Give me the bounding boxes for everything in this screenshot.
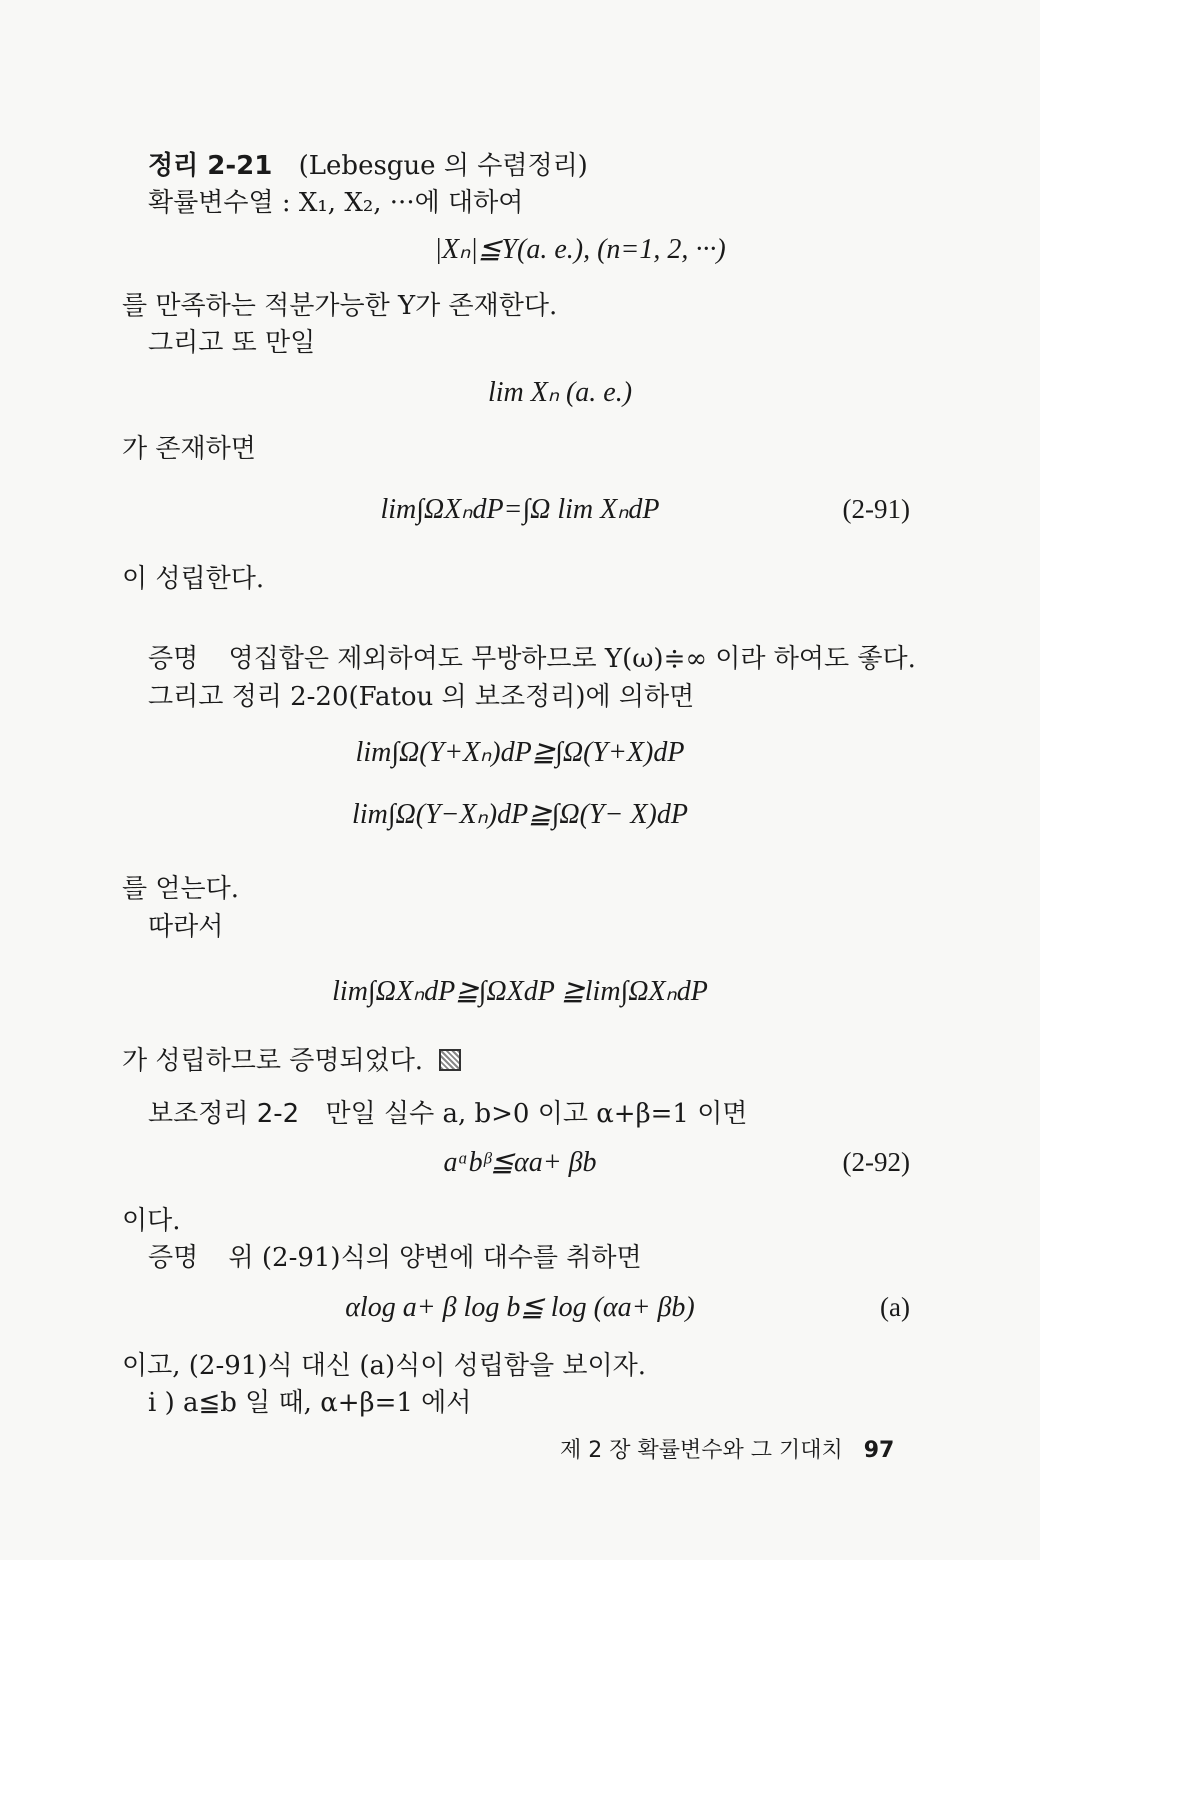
- lemma-heading: [148, 1093, 747, 1130]
- text-line: 그리고 정리 2-20(Fatou 의 보조정리)에 의하면: [148, 682, 695, 712]
- text-line: 이다.: [122, 1206, 181, 1236]
- lemma-label: 보조정리 2-2: [148, 1099, 300, 1129]
- text-line: 그리고 또 만일: [148, 328, 316, 358]
- theorem-heading: [148, 145, 588, 182]
- text-line: 이고, (2-91)식 대신 (a)식이 성립함을 보이자.: [122, 1351, 646, 1381]
- proof-line: [148, 1237, 642, 1274]
- proof-end-line: [122, 1040, 461, 1077]
- text-span: 만일 실수 a, b>0 이고 α+β=1 이면: [325, 1099, 748, 1129]
- equation: lim∫Ω(Y+Xₙ)dP≧∫Ω(Y+X)dP: [355, 737, 685, 768]
- text-line: i ) a≦b 일 때, α+β=1 에서: [148, 1388, 472, 1418]
- equation-number: (a): [880, 1292, 910, 1322]
- text-span: 가 성립하므로 증명되었다.: [122, 1046, 424, 1076]
- qed-icon: [439, 1049, 461, 1071]
- equation: aᵅbᵝ≦αa+ βb: [443, 1147, 597, 1178]
- proof-line: [148, 638, 916, 675]
- equation: lim∫Ω(Y−Xₙ)dP≧∫Ω(Y− X)dP: [352, 799, 688, 830]
- text-line: 를 만족하는 적분가능한 Y가 존재한다.: [122, 291, 558, 321]
- text-line: 를 얻는다.: [122, 874, 239, 904]
- equation-number: (2-92): [842, 1147, 910, 1177]
- equation: lim∫ΩXₙdP=∫Ω lim XₙdP: [380, 494, 660, 525]
- text-line: 가 존재하면: [122, 434, 256, 464]
- equation-number: (2-91): [842, 494, 910, 524]
- equation: lim Xₙ (a. e.): [487, 377, 633, 408]
- theorem-label: 정리 2-21: [148, 151, 273, 181]
- proof-label: 증명: [148, 644, 199, 674]
- text-line: 이 성립한다.: [122, 564, 265, 594]
- equation: αlog a+ β log b≦ log (αa+ βb): [345, 1292, 695, 1323]
- equation: |Xₙ|≦Y(a. e.), (n=1, 2, ···): [434, 234, 726, 265]
- theorem-title: (Lebesgue 의 수렴정리): [298, 151, 588, 181]
- equation: lim∫ΩXₙdP≧∫ΩXdP ≧lim∫ΩXₙdP: [332, 976, 708, 1007]
- page-number: 97: [863, 1438, 895, 1463]
- text-span: 영집합은 제외하여도 무방하므로 Y(ω)≑∞ 이라 하여도 좋다.: [228, 644, 916, 674]
- proof-label: 증명: [148, 1243, 199, 1273]
- text-line: 따라서: [148, 912, 224, 942]
- chapter-title: 제 2 장 확률변수와 그 기대치: [560, 1438, 843, 1463]
- text-line: 확률변수열 : X₁, X₂, ···에 대하여: [148, 188, 524, 218]
- text-span: 위 (2-91)식의 양변에 대수를 취하면: [228, 1243, 642, 1273]
- page-footer: [560, 1433, 894, 1464]
